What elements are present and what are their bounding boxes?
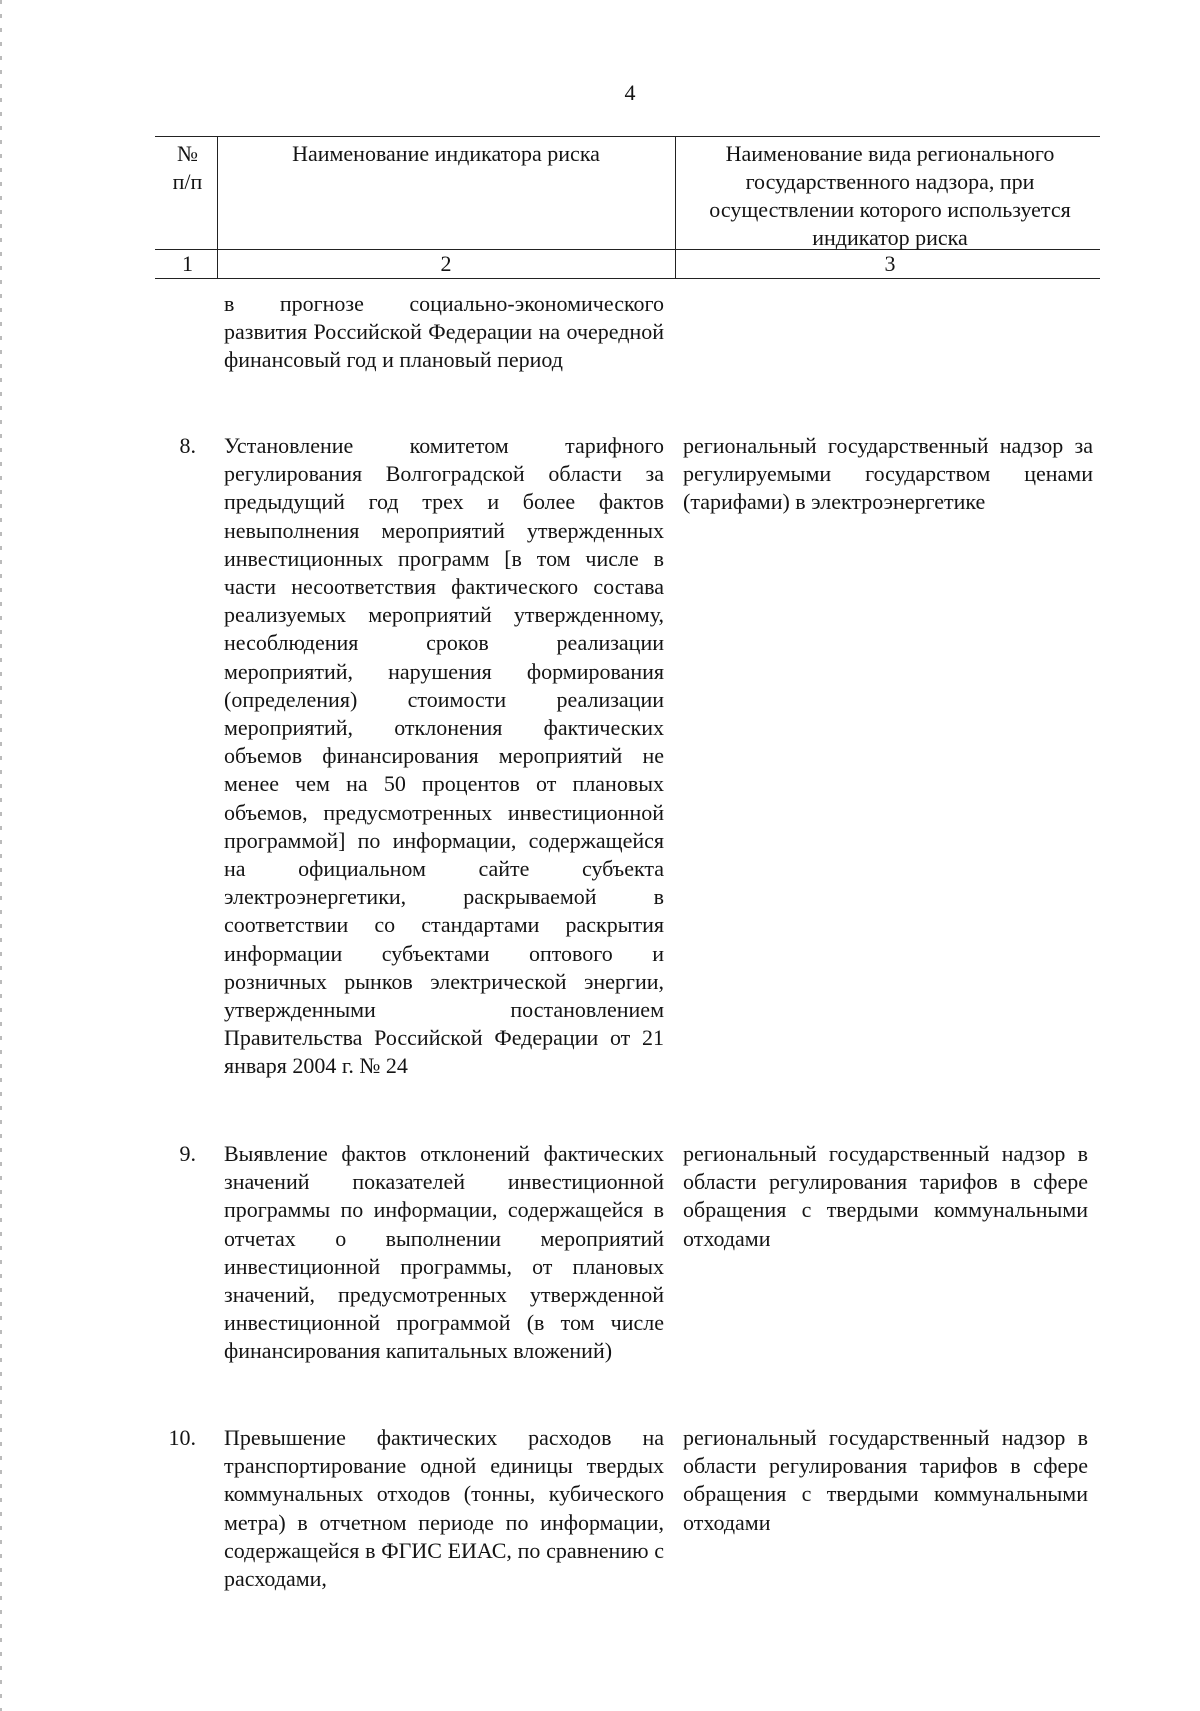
table-column-divider-1 [217,136,218,278]
row-supervision-text: региональный государственный надзор за регулируемыми государством ценами (тарифами) в электроэнергетике [683,433,1093,515]
table-numbering-divider [155,278,1100,279]
row-number: 8. [179,433,196,458]
table-column-divider-2 [675,136,676,278]
column-number-2: 2 [440,251,452,276]
column-number-1: 1 [182,251,193,276]
continued-indicator-text: в прогнозе социально-экономического развития Российской Федерации на очередной финансовый год и плановый период [224,291,664,373]
row-indicator-text: Установление комитетом тарифного регулирования Волгоградской области за предыдущий год трех и более фактов невыполнения мероприятий утвержденных инвестиционных программ [в том числе в части несоответствия фактического состава реализуемых мероприятий утвержденному, несоблюдения сроков реализации мероприятий, нарушения формирования (определения) стоимости реализации мероприятий, отклонения фактических объемов финансирования мероприятий не менее чем на 50 процентов от плановых объемов, предусмотренных инвестиционной программой] по информации, содержащейся на официальном сайте субъекта электроэнергетики, раскрываемой в соответствии со стандартами раскрытия информации субъектами оптового и розничных рынков электрической энергии, утвержденными постановлением Правительства Российской Федерации от 21 января 2004 г. № 24 [224,433,664,1079]
header-indicator-column: Наименование индикатора риска [292,141,600,166]
row-indicator-text: Превышение фактических расходов на транспортирование одной единицы твердых коммунальных отходов (тонны, кубического метра) в отчетном периоде по информации, содержащейся в ФГИС ЕИАС, по сравнению с расходами, [224,1425,664,1592]
row-supervision-text: региональный государственный надзор в области регулирования тарифов в сфере обращения с твердыми коммунальными отходами [683,1425,1088,1535]
row-supervision-text: региональный государственный надзор в области регулирования тарифов в сфере обращения с твердыми коммунальными отходами [683,1141,1088,1251]
table-top-border [155,136,1100,137]
row-indicator-text: Выявление фактов отклонений фактических значений показателей инвестиционной программы по информации, содержащейся в отчетах о выполнении мероприятий инвестиционной программы, от плановых значений, предусмотренных утвержденной инвестиционной программой (в том числе финансирования капитальных вложений) [224,1141,664,1364]
page-number: 4 [624,80,636,105]
column-number-3: 3 [884,251,896,276]
row-number: 10. [168,1425,196,1450]
scan-edge-mark [0,0,2,1711]
header-supervision-column: Наименование вида регионального государственного надзора, при осуществлении которого используется индикатор риска [709,141,1071,250]
header-number-column: № п/п [172,141,203,194]
row-number: 9. [179,1141,196,1166]
